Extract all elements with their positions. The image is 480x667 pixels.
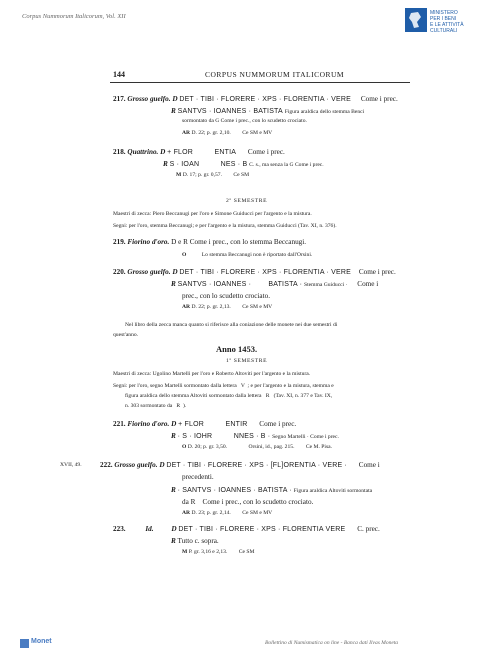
entry-222-reverse: R · SANTVS · IOANNES · BATISTA · Figura araldica Altoviti sormontata [171, 486, 373, 494]
entry-222-metrics: AR D. 23; p. gr. 2,14. Ce SM e MV [182, 510, 273, 516]
entry-223-obverse: 223. Id. D DET · TIBI · FLORERE · XPS · FLORENTIA VERE C. prec. [113, 525, 380, 533]
nota-line1: Nel libro della zecca manca quanto si riferisce alla coniazione delle monete nei due semestri di [125, 322, 338, 328]
entry-219-note: O Lo stemma Beccanugi non è riportato dall'Orsini. [182, 252, 313, 258]
entry-222-obverse: 222. Grosso guelfo. D DET · TIBI · FLORERE · XPS · [FL]ORENTIA · VERE · Come i [100, 461, 380, 469]
nota-line2: quest'anno. [113, 332, 139, 338]
entry-219-line: 219. Fiorino d'oro. D e R Come i prec., con lo stemma Beccanugi. [113, 238, 307, 246]
year-signs-3: n. 303 sormontato da R ). [125, 403, 187, 409]
entry-220-reverse-line2: prec., con lo scudetto crociato. [182, 292, 271, 300]
running-head: Corpus Nummorum Italicorum, Vol. XII [22, 13, 126, 20]
semester-1-heading: 1º SEMESTRE [226, 358, 268, 364]
monete-logo-mark [20, 639, 29, 648]
footer-text: Bollettino di Numismatica on line - Banca dati Ilvas Moneta [265, 640, 399, 646]
entry-217-reverse-line2: sormontato da G Come i prec., con lo scudetto crociato. [182, 118, 307, 124]
entry-218-reverse: R S · IOAN NES · B C. s., ma senza la G Come i prec. [163, 160, 324, 168]
year-masters: Maestri di zecca: Ugolino Martelli per l'oro e Roberto Altoviti per l'argento e la mistura. [113, 371, 311, 377]
entry-220-reverse: R SANTVS · IOANNES · BATISTA · Stemma Guiducci · Come i [171, 280, 379, 288]
entry-221-obverse: 221. Fiorino d'oro. D + FLOR ENTIR Come i prec. [113, 420, 297, 428]
entry-222-obverse-line2: precedenti. [182, 473, 214, 481]
semester-2-heading: 2º SEMESTRE [226, 198, 268, 204]
entry-222-margin-ref: XVII, 49. [60, 462, 82, 468]
entry-217-obverse: 217. Grosso guelfo. D DET · TIBI · FLORERE · XPS · FLORENTIA · VERE Come i prec. [113, 95, 398, 103]
entry-218-obverse: 218. Quattrino. D + FLOR ENTIA Come i prec. [113, 148, 285, 156]
entry-221-metrics: O D. 20; p. gr. 3,50. Orsini, id., pag. 215. Ce M. Pisa. [182, 444, 332, 450]
entry-223-metrics: M P. gr. 3,16 e 2,13. Ce SM [182, 549, 255, 555]
entry-217-metrics: AR D. 22; p. gr. 2,10. Ce SM e MV [182, 130, 273, 136]
entry-220-obverse: 220. Grosso guelfo. D DET · TIBI · FLORERE · XPS · FLORENTIA · VERE Come i prec. [113, 268, 396, 276]
entry-217-reverse: R SANTVS · IOANNES · BATISTA Figura araldica dello stemma Benci [171, 107, 365, 115]
year-signs-2: figura araldica dello stemma Altoviti sormontato dalla lettera R (Tav. XI, n. 377 e Tav. IX, [125, 393, 333, 399]
page-title: CORPUS NUMMORUM ITALICORUM [205, 70, 345, 79]
ministry-logo-text: MINISTERO PER I BENI E LE ATTIVITÀ CULTURALI [430, 10, 464, 34]
year-heading: Anno 1453. [216, 344, 258, 354]
entry-218-metrics: M D. 17; p. gr. 0,57. Ce SM [176, 172, 250, 178]
entry-223-reverse: R Tutto c. sopra. [171, 537, 219, 545]
page-number: 144 [113, 70, 125, 79]
monete-logo: Monet [20, 638, 54, 650]
header-rule [110, 82, 410, 83]
ministry-logo [405, 8, 477, 42]
semester-2-signs: Segni: per l'oro, stemma Beccanugi; e per l'argento e la mistura, stemma Guiducci (Tav. XI, n. 376). [113, 223, 337, 229]
entry-220-metrics: AR D. 22; p. gr. 2,13. Ce SM e MV [182, 304, 273, 310]
entry-221-reverse: R · S · IOHR NNES · B · Segno Martelli · Come i prec. [171, 432, 339, 440]
entry-222-reverse-line2: da R Come i prec., con lo scudetto crociato. [182, 498, 314, 506]
ministry-logo-mark [405, 8, 427, 32]
semester-2-masters: Maestri di zecca: Piero Beccanugi per l'oro e Simone Guiducci per l'argento e la mistura. [113, 211, 312, 217]
year-signs-1: Segni: per l'oro, segno Martelli sormontato dalla lettera V ; e per l'argento e la mistura, stemma e [113, 383, 334, 389]
